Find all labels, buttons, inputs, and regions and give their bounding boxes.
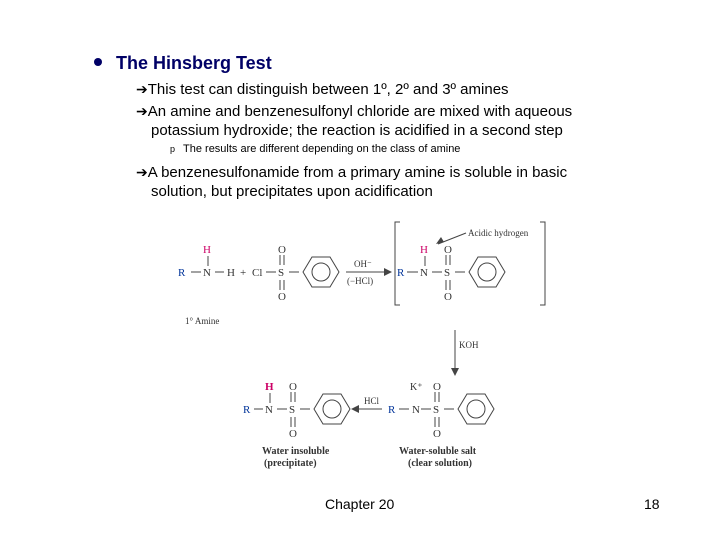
slide-title-text: The Hinsberg Test [116, 53, 272, 73]
footer-page-number: 18 [644, 496, 660, 512]
o-atom: O [444, 291, 452, 303]
hcl-label: HCl [364, 396, 380, 406]
o-atom: O [289, 428, 297, 440]
o-atom: O [444, 244, 452, 256]
bullet-2-text: An amine and benzenesulfonyl chloride are mixed with aqueous [147, 103, 573, 120]
arrow-bullet-icon: ➔ [136, 81, 148, 97]
minus-hcl-label: (−HCl) [347, 276, 374, 286]
arrow-bullet-icon: ➔ [136, 103, 148, 119]
water-insoluble-label: Water insoluble [262, 446, 330, 457]
clear-solution-label: (clear solution) [408, 458, 472, 469]
n-atom: N [412, 404, 420, 416]
sub-bullet-text: The results are different depending on the class of amine [183, 143, 461, 155]
oh-reagent: OH⁻ [354, 259, 372, 269]
o-atom: O [278, 244, 286, 256]
h-atom: H [227, 267, 235, 279]
koh-label: KOH [459, 340, 479, 350]
bullet-3-text: A benzenesulfonamide from a primary amine is soluble in basic [147, 164, 568, 181]
r-group: R [397, 267, 405, 279]
s-atom: S [289, 404, 296, 416]
plus-sign: + [240, 267, 247, 279]
o-atom: O [278, 291, 286, 303]
acidic-h-atom: H [420, 244, 428, 256]
n-atom: N [420, 267, 428, 279]
sub-bullet-icon: p [170, 144, 176, 154]
water-soluble-label: Water-soluble salt [399, 446, 477, 457]
o-atom: O [433, 428, 441, 440]
hcl-arrowhead-icon [351, 405, 359, 413]
footer-chapter: Chapter 20 [325, 496, 395, 512]
r-group: R [178, 267, 186, 279]
o-atom: O [433, 381, 441, 393]
s-atom: S [444, 267, 451, 279]
bullet-2-cont: potassium hydroxide; the reaction is acidified in a second step [151, 122, 563, 139]
r-group: R [388, 404, 396, 416]
bullet-3-cont: solution, but precipitates upon acidification [151, 183, 433, 200]
reaction-arrowhead-icon [384, 268, 392, 276]
o-atom: O [289, 381, 297, 393]
pointer-arrowhead-icon [436, 237, 444, 244]
s-atom: S [278, 267, 285, 279]
cl-atom: Cl [252, 267, 263, 279]
bullet-1-text: This test can distinguish between 1º, 2º and 3º amines [147, 81, 509, 98]
h-atom: H [265, 381, 274, 393]
precipitate-label: (precipitate) [264, 458, 317, 469]
s-atom: S [433, 404, 440, 416]
acidic-hydrogen-label: Acidic hydrogen [468, 228, 529, 238]
primary-amine-label: 1° Amine [185, 316, 220, 326]
h-atom: H [203, 244, 211, 256]
arrow-bullet-icon: ➔ [136, 164, 148, 180]
r-group: R [243, 404, 251, 416]
n-atom: N [203, 267, 211, 279]
n-atom: N [265, 404, 273, 416]
k-plus-ion: K⁺ [410, 382, 423, 393]
koh-arrowhead-icon [451, 368, 459, 376]
